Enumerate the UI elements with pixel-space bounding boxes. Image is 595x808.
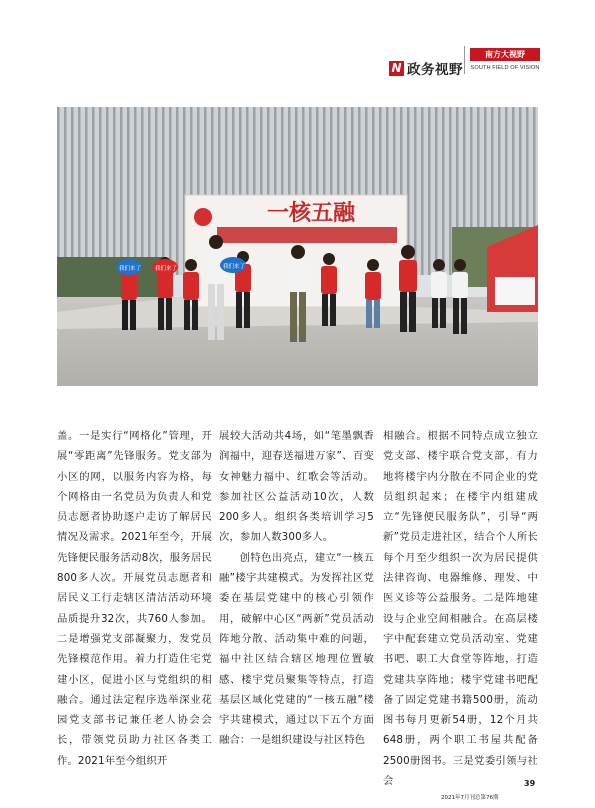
- page-number: 39: [524, 779, 536, 788]
- event-photo: [57, 107, 538, 386]
- svg-text:我们来了: 我们来了: [119, 266, 142, 272]
- magazine-tag: 南方大视野: [470, 48, 540, 61]
- logo-icon: N: [389, 61, 404, 76]
- article-column-1: [57, 426, 212, 771]
- paragraph: 盖。一是实行“网格化”管理，开展“零距离”先锋服务。党支部为小区的网，以服务内容为格，每个网格由一名党员为负责人和党员志愿者协助逐户走访了解居民情况及需求。2021年至今，开展先锋便民服务活动8次，服务居民800多人次。开展党员志愿者和居民义工行走辖区清洁活动环境品质提升32次，共760人参加。二是增强党支部凝聚力，发党员先锋模范作用。着力打造住宅党建小区，促进小区与党组织的相融合。通过法定程序选举深业花园党支部书记兼任老人协会会长，带领党员助力社区各类工作。2021年至今组织开: [57, 430, 212, 767]
- article-column-3: [383, 426, 538, 791]
- issue-info: 2021年7月刊总第76期: [441, 795, 499, 801]
- svg-text:我们来了: 我们来了: [223, 264, 246, 270]
- paragraph: 相融合。根据不同特点成立独立党支部、楼宇联合党支部，有力地将楼宇内分散在不同企业的党员组织起来；在楼宇内组建成立“先锋便民服务队”，引导“两新”党员走进社区，结合个人所长每个月至少组织一次为居民提供法律咨询、电器维修、理发、中医义诊等公益服务。二是阵地建设与企业空间相融合。在高层楼宇中配套建立党员活动室、党建书吧、职工大食堂等阵地，打造党建共享阵地；楼宇党建书吧配备了固定党建书籍500册，流动图书每月更新54册，12个月共648册，两个职工书屋共配备2500册图书。三是党委引领与社会: [383, 430, 538, 788]
- header-divider: [464, 46, 465, 74]
- banner-text: 一核五融: [267, 200, 356, 226]
- svg-text:我们来了: 我们来了: [155, 266, 178, 272]
- section-logo: [389, 58, 463, 78]
- magazine-subtitle: SOUTH FIELD OF VISION: [470, 65, 540, 71]
- section-title: 政务视野: [407, 62, 463, 78]
- party-emblem: [194, 208, 212, 226]
- paragraph: 展较大活动共4场，如“笔墨飘香润福中，迎春送福进万家”、百变女神魅力福中、红歌会等活动。参加社区公益活动10次，人数200多人。组织各类培训学习5次，参加人数300多人。: [219, 430, 374, 544]
- article-column-2: [219, 426, 374, 751]
- paragraph: 创特色出亮点，建立“一核五融”楼宇共建模式。为发挥社区党委在基层党建中的核心引领作用，破解中心区“两新”党员活动阵地分散、活动集中难的问题，福中社区结合辖区地理位置敏感、楼宇党员聚集等特点，打造基层区域化党建的“一核五融”楼宇共建模式，通过以下五个方面融合：一是组织建设与社区特色: [219, 551, 374, 747]
